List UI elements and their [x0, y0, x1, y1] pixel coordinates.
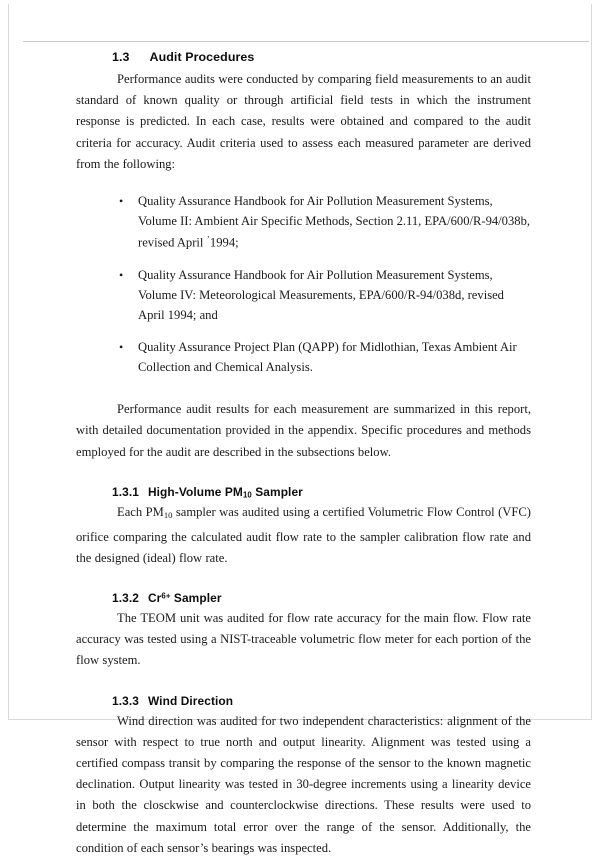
page-inner [9, 4, 591, 855]
spacer [76, 377, 531, 399]
list-item-text-continued: 1994; [209, 235, 239, 250]
heading-title-part1: Cr [147, 590, 162, 605]
heading-title-part1: High-Volume PM [147, 484, 243, 499]
heading-title-part2: Sampler [251, 484, 303, 499]
bullet-icon: • [119, 194, 124, 209]
spacer [76, 569, 531, 591]
paragraph-wind-direction: Wind direction was audited for two independent characteristics: alignment of the sensor with respect to true north and output linearity. Alignment was tested using a certified compass transit by comparing the response of the sensor to the known magnetic declination. Output linearity was tested in 30-degree increments using a linearity device in both the closckwise and counterclockwise directions. These results were used to determine the maximum total error over the range of the sensor. Additionally, the condition of each sensor’s bearings was inspected. [76, 713, 531, 855]
paragraph-audit-intro: Performance audits were conducted by comparing field measurements to an audit standard of known quality or through artificial field tests in which the instrument response is predicted. In each case, results were obtained and compared to the audit criteria for accuracy. Audit criteria used to assess each measured parameter are derived from the following: [76, 72, 531, 171]
heading-superscript: 6+ [161, 591, 171, 601]
heading-number: 1.3.2 [112, 590, 139, 605]
bullet-icon: • [119, 340, 124, 355]
heading-high-volume-sampler [112, 485, 531, 500]
heading-number: 1.3 [112, 50, 130, 64]
list-item-text: Quality Assurance Project Plan (QAPP) for Midlothian, Texas Ambient Air Collection and Chemical Analysis. [138, 340, 517, 374]
list-item-text: Quality Assurance Handbook for Air Pollution Measurement Systems, Volume IV: Meteorological Measurements, EPA/600/R-94/038d, revised April 1994; and [138, 268, 504, 322]
heading-number: 1.3.3 [112, 693, 139, 708]
heading-subscript: 10 [242, 490, 252, 500]
heading-audit-procedures [112, 50, 531, 64]
document-content [76, 50, 531, 859]
heading-cr-sampler [112, 591, 531, 605]
list-item [76, 338, 531, 377]
list-item [76, 266, 531, 325]
heading-title-part2: Sampler [170, 590, 222, 605]
heading-number: 1.3.1 [112, 484, 139, 499]
scan-speck-icon: ’ [206, 235, 210, 247]
paragraph-audit-summary: Performance audit results for each measurement are summarized in this report, with detailed documentation provided in the appendix. Specific procedures and methods employed for the audit are described in the subsections below. [76, 402, 531, 459]
paragraph-cr-sampler: The TEOM unit was audited for flow rate accuracy for the main flow. Flow rate accuracy was tested using a NIST-traceable volumetric flow meter for each portion of the flow system. [76, 610, 531, 668]
spacer [76, 463, 531, 485]
list-item-text: Quality Assurance Handbook for Air Pollution Measurement Systems, Volume II: Ambient Air Specific Methods, Section 2.11, EPA/600/R-94/038b, revised April [138, 194, 531, 250]
spacer [76, 175, 531, 192]
bullet-icon: • [119, 268, 124, 283]
heading-title: Audit Procedures [149, 50, 255, 64]
paragraph-high-volume-sampler [76, 502, 531, 568]
paragraph-text-part2: sampler was audited using a certified Volumetric Flow Control (VFC) orifice comparing the calculated audit flow rate to the sampler calibration flow rate and the designed (ideal) flow rate. [76, 505, 531, 565]
document-page [8, 4, 592, 855]
paragraph-subscript: 10 [163, 510, 173, 521]
heading-wind-direction [112, 694, 531, 708]
header-rule [23, 41, 589, 42]
heading-title: Wind Direction [147, 693, 234, 708]
reference-list [76, 192, 531, 377]
list-item [76, 192, 531, 253]
spacer [76, 672, 531, 694]
paragraph-text-part1: Each PM [117, 505, 164, 520]
